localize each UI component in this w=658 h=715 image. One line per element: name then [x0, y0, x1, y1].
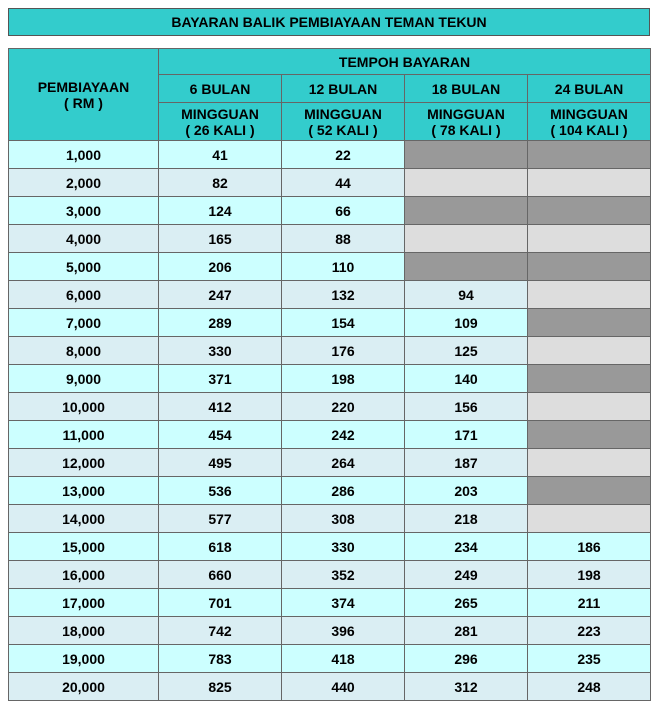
- period-header-18: 18 BULAN: [405, 75, 528, 103]
- frequency-label: MINGGUAN: [304, 105, 382, 122]
- table-row: [9, 169, 651, 197]
- table-row: [9, 281, 651, 309]
- period-group-header: TEMPOH BAYARAN: [159, 49, 651, 75]
- table-row: [9, 589, 651, 617]
- amount-cell: 8,000: [9, 337, 159, 365]
- payment-cell: 618: [159, 533, 282, 561]
- period-header-6: 6 BULAN: [159, 75, 282, 103]
- payment-cell: 286: [282, 477, 405, 505]
- payment-cell: 223: [528, 617, 651, 645]
- payment-cell: 220: [282, 393, 405, 421]
- amount-cell: 9,000: [9, 365, 159, 393]
- amount-cell: 4,000: [9, 225, 159, 253]
- unavailable-cell: [528, 225, 651, 253]
- payment-cell: 203: [405, 477, 528, 505]
- amount-cell: 13,000: [9, 477, 159, 505]
- table-row: [9, 477, 651, 505]
- table-body: [9, 141, 651, 701]
- payment-cell: 198: [528, 561, 651, 589]
- table-row: [9, 449, 651, 477]
- amount-header-line2: ( RM ): [64, 94, 103, 111]
- frequency-label: MINGGUAN: [550, 105, 628, 122]
- payment-cell: 154: [282, 309, 405, 337]
- unavailable-cell: [528, 477, 651, 505]
- payment-cell: 536: [159, 477, 282, 505]
- payment-cell: 396: [282, 617, 405, 645]
- frequency-label: MINGGUAN: [427, 105, 505, 122]
- payment-cell: 308: [282, 505, 405, 533]
- payment-cell: 825: [159, 673, 282, 701]
- payment-cell: 701: [159, 589, 282, 617]
- payment-cell: 281: [405, 617, 528, 645]
- amount-header-line1: PEMBIAYAAN: [37, 78, 130, 95]
- table-row: [9, 141, 651, 169]
- unavailable-cell: [405, 169, 528, 197]
- unavailable-cell: [528, 253, 651, 281]
- frequency-header-24: [528, 103, 651, 141]
- unavailable-cell: [528, 393, 651, 421]
- frequency-header-6: [159, 103, 282, 141]
- unavailable-cell: [528, 421, 651, 449]
- page-title: BAYARAN BALIK PEMBIAYAAN TEMAN TEKUN: [8, 8, 650, 36]
- payment-cell: 22: [282, 141, 405, 169]
- payment-cell: 330: [282, 533, 405, 561]
- payment-cell: 124: [159, 197, 282, 225]
- unavailable-cell: [405, 141, 528, 169]
- payment-cell: 125: [405, 337, 528, 365]
- payment-cell: 171: [405, 421, 528, 449]
- frequency-header-18: [405, 103, 528, 141]
- unavailable-cell: [528, 309, 651, 337]
- payment-cell: 132: [282, 281, 405, 309]
- table-row: [9, 337, 651, 365]
- table-row: [9, 393, 651, 421]
- table-row: [9, 421, 651, 449]
- payment-cell: 206: [159, 253, 282, 281]
- unavailable-cell: [528, 197, 651, 225]
- amount-cell: 2,000: [9, 169, 159, 197]
- amount-cell: 16,000: [9, 561, 159, 589]
- frequency-label: MINGGUAN: [181, 105, 259, 122]
- unavailable-cell: [528, 337, 651, 365]
- table-row: [9, 309, 651, 337]
- payment-cell: 198: [282, 365, 405, 393]
- payment-cell: 44: [282, 169, 405, 197]
- table-row: [9, 617, 651, 645]
- amount-cell: 18,000: [9, 617, 159, 645]
- payment-cell: 412: [159, 393, 282, 421]
- unavailable-cell: [528, 169, 651, 197]
- payment-cell: 577: [159, 505, 282, 533]
- payment-cell: 371: [159, 365, 282, 393]
- table-row: [9, 225, 651, 253]
- payment-cell: 374: [282, 589, 405, 617]
- table-row: [9, 197, 651, 225]
- payment-cell: 41: [159, 141, 282, 169]
- count-label: ( 78 KALI ): [431, 121, 501, 138]
- payment-cell: 82: [159, 169, 282, 197]
- payment-cell: 186: [528, 533, 651, 561]
- payment-cell: 234: [405, 533, 528, 561]
- payment-cell: 264: [282, 449, 405, 477]
- unavailable-cell: [528, 281, 651, 309]
- table-row: [9, 673, 651, 701]
- payment-cell: 247: [159, 281, 282, 309]
- period-header-12: 12 BULAN: [282, 75, 405, 103]
- payment-cell: 289: [159, 309, 282, 337]
- amount-cell: 19,000: [9, 645, 159, 673]
- table-row: [9, 505, 651, 533]
- unavailable-cell: [528, 449, 651, 477]
- payment-cell: 454: [159, 421, 282, 449]
- payment-cell: 242: [282, 421, 405, 449]
- unavailable-cell: [528, 141, 651, 169]
- payment-cell: 211: [528, 589, 651, 617]
- payment-cell: 176: [282, 337, 405, 365]
- amount-cell: 14,000: [9, 505, 159, 533]
- payment-cell: 66: [282, 197, 405, 225]
- amount-cell: 10,000: [9, 393, 159, 421]
- table-row: [9, 365, 651, 393]
- payment-cell: 495: [159, 449, 282, 477]
- amount-cell: 15,000: [9, 533, 159, 561]
- repayment-table: [8, 48, 651, 701]
- payment-cell: 330: [159, 337, 282, 365]
- count-label: ( 26 KALI ): [185, 121, 255, 138]
- frequency-header-12: [282, 103, 405, 141]
- payment-cell: 187: [405, 449, 528, 477]
- amount-cell: 11,000: [9, 421, 159, 449]
- payment-cell: 88: [282, 225, 405, 253]
- payment-cell: 660: [159, 561, 282, 589]
- payment-cell: 140: [405, 365, 528, 393]
- payment-cell: 312: [405, 673, 528, 701]
- payment-cell: 218: [405, 505, 528, 533]
- amount-cell: 17,000: [9, 589, 159, 617]
- payment-cell: 352: [282, 561, 405, 589]
- table-row: [9, 561, 651, 589]
- payment-cell: 165: [159, 225, 282, 253]
- payment-cell: 248: [528, 673, 651, 701]
- amount-cell: 12,000: [9, 449, 159, 477]
- amount-cell: 6,000: [9, 281, 159, 309]
- payment-cell: 235: [528, 645, 651, 673]
- amount-cell: 3,000: [9, 197, 159, 225]
- count-label: ( 52 KALI ): [308, 121, 378, 138]
- period-header-24: 24 BULAN: [528, 75, 651, 103]
- payment-cell: 109: [405, 309, 528, 337]
- unavailable-cell: [405, 225, 528, 253]
- payment-cell: 742: [159, 617, 282, 645]
- amount-cell: 1,000: [9, 141, 159, 169]
- unavailable-cell: [405, 253, 528, 281]
- amount-column-header: [9, 49, 159, 141]
- payment-cell: 296: [405, 645, 528, 673]
- count-label: ( 104 KALI ): [550, 121, 628, 138]
- payment-cell: 249: [405, 561, 528, 589]
- payment-cell: 110: [282, 253, 405, 281]
- amount-cell: 5,000: [9, 253, 159, 281]
- table-row: [9, 645, 651, 673]
- table-row: [9, 533, 651, 561]
- table-row: [9, 253, 651, 281]
- payment-cell: 265: [405, 589, 528, 617]
- payment-cell: 440: [282, 673, 405, 701]
- unavailable-cell: [528, 365, 651, 393]
- unavailable-cell: [528, 505, 651, 533]
- amount-cell: 20,000: [9, 673, 159, 701]
- payment-cell: 418: [282, 645, 405, 673]
- payment-cell: 783: [159, 645, 282, 673]
- amount-cell: 7,000: [9, 309, 159, 337]
- payment-cell: 156: [405, 393, 528, 421]
- payment-cell: 94: [405, 281, 528, 309]
- unavailable-cell: [405, 197, 528, 225]
